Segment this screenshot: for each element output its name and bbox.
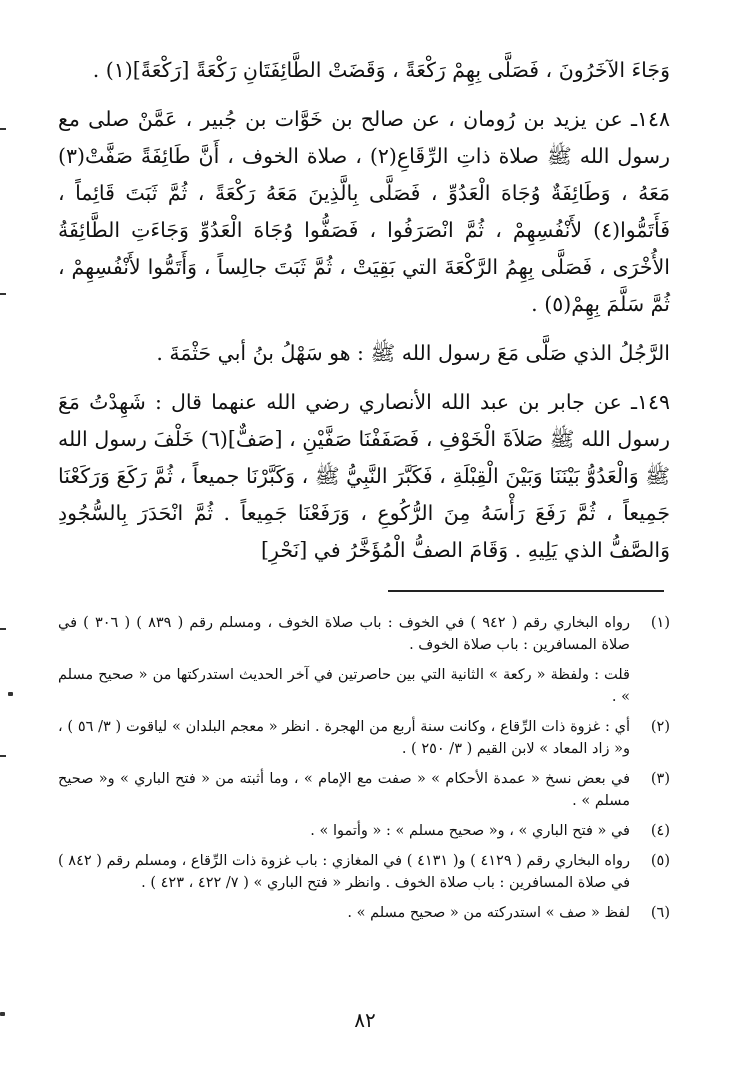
margin-dot <box>8 692 13 696</box>
footnote-6 <box>58 902 670 924</box>
margin-tick <box>0 293 6 295</box>
footnote-5 <box>58 850 670 894</box>
text-line-continuation: وَجَاءَ الآخَرُونَ ، فَصَلَّى بِهِمْ رَكْعَةً ، وَقَضَتْ الطَّائِفَتَانِ رَكْعَةً [رَكْعَةً](١) . <box>92 58 670 82</box>
footnote-subtext: قلت : ولفظة « ركعة » الثانية التي بين حاصرتين في آخر الحديث استدركتها من « صحيح مسلم » . <box>58 667 630 705</box>
footnote-4 <box>58 820 670 842</box>
footnote-text: أي : غزوة ذات الرِّقاع ، وكانت سنة أربع من الهجرة . انظر « معجم البلدان » لياقوت ( ٣/ ٥٦ ) ، و« زاد المعاد » لابن القيم ( ٣/ ٢٥٠ ) . <box>58 719 630 757</box>
footnote-number: (١) <box>650 615 670 631</box>
hadith-149: ١٤٩ـ عن جابر بن عبد الله الأنصاري رضي الله عنهما قال : شَهِدْتُ مَعَ رسول الله ﷺ صَلاَةَ الْخَوْفِ ، فَصَفَفْنَا صَفَّيْنِ ، [صَفٌّ](٦) خَلْفَ رسول الله ﷺ وَالْعَدُوُّ بَيْنَنَا وَبَيْنَ الْقِبْلَةِ ، فَكَبَّرَ النَّبِيُّ ﷺ ، وَكَبَّرْنَا جميعاً ، ثُمَّ رَكَعَ وَرَكَعْنَا جَمِيعاً ، ثُمَّ رَفَعَ رَأْسَهُ مِنَ الرُّكُوعِ ، وَرَفَعْنَا جَمِيعاً . ثُمَّ انْحَدَرَ بِالسُّجُودِ وَالصَّفُّ الذي يَلِيهِ . وَقَامَ الصفُّ الْمُؤَخَّرُ في [نَحْرِ] <box>58 390 670 562</box>
footnote-number: (٦) <box>650 905 670 921</box>
footnotes <box>58 612 670 932</box>
footnote-3 <box>58 768 670 812</box>
footnote-text: رواه البخاري رقم ( ٤١٢٩ ) و( ٤١٣١ ) في المغازي : باب غزوة ذات الرِّقاع ، ومسلم رقم ( ٨٤٢ ) في صلاة المسافرين : باب صلاة الخوف . وانظر « فتح الباري » ( ٧/ ٤٢٢ ، ٤٢٣ ) . <box>58 853 630 891</box>
margin-tick <box>0 628 6 630</box>
footnote-number: (٥) <box>650 853 670 869</box>
footnote-1 <box>58 612 670 708</box>
main-text <box>58 52 670 569</box>
footnote-2 <box>58 716 670 760</box>
footnote-separator <box>388 590 664 592</box>
footnote-text: في بعض نسخ « عمدة الأحكام » « صفت مع الإمام » ، وما أثبته من « فتح الباري » و« صحيح مسلم » . <box>58 771 630 809</box>
page-number: ٨٢ <box>354 1008 376 1032</box>
footnote-number: (٤) <box>650 823 670 839</box>
margin-tick <box>0 128 6 130</box>
margin-dot <box>0 1012 5 1016</box>
hadith-148: ١٤٨ـ عن يزيد بن رُومان ، عن صالح بن خَوَّات بن جُبير ، عَمَّنْ صلى مع رسول الله ﷺ صلاة ذاتِ الرِّقَاعِ(٢) ، صلاة الخوف ، أَنَّ طَائِفَةً صَفَّتْ(٣) مَعَهُ ، وَطَائِفَةٌ وُجَاهَ الْعَدُوِّ ، فَصَلَّى بِالَّذِينَ مَعَهُ رَكْعَةً ، ثُمَّ ثَبَتَ قَائِماً ، فَأَتَمُّوا(٤) لأَنْفُسِهِمْ ، ثُمَّ انْصَرَفُوا ، فَصَفُّوا وُجَاهَ الْعَدُوِّ وَجَاءَتِ الطَّائِفَةُ الأُخْرَى ، فَصَلَّى بِهِمُ الرَّكْعَةَ التي بَقِيَتْ ، ثُمَّ ثَبَتَ جالِساً ، وَأَتَمُّوا لأَنْفُسِهِمْ ، ثُمَّ سَلَّمَ بِهِمْ(٥) . <box>58 107 670 316</box>
footnote-text: لفظ « صف » استدركته من « صحيح مسلم » . <box>347 905 630 921</box>
narrator-note: الرَّجُلُ الذي صَلَّى مَعَ رسول الله ﷺ : هو سَهْلُ بنُ أبي حَثْمَةَ . <box>156 341 670 365</box>
footnote-text: في « فتح الباري » ، و« صحيح مسلم » : « وأتموا » . <box>310 823 630 839</box>
footnote-number: (٣) <box>650 771 670 787</box>
margin-tick <box>0 755 6 757</box>
footnote-number: (٢) <box>650 719 670 735</box>
footnote-text: رواه البخاري رقم ( ٩٤٢ ) في الخوف : باب صلاة الخوف ، ومسلم رقم ( ٨٣٩ ) ( ٣٠٦ ) في صلاة المسافرين : باب صلاة الخوف . <box>58 615 630 653</box>
